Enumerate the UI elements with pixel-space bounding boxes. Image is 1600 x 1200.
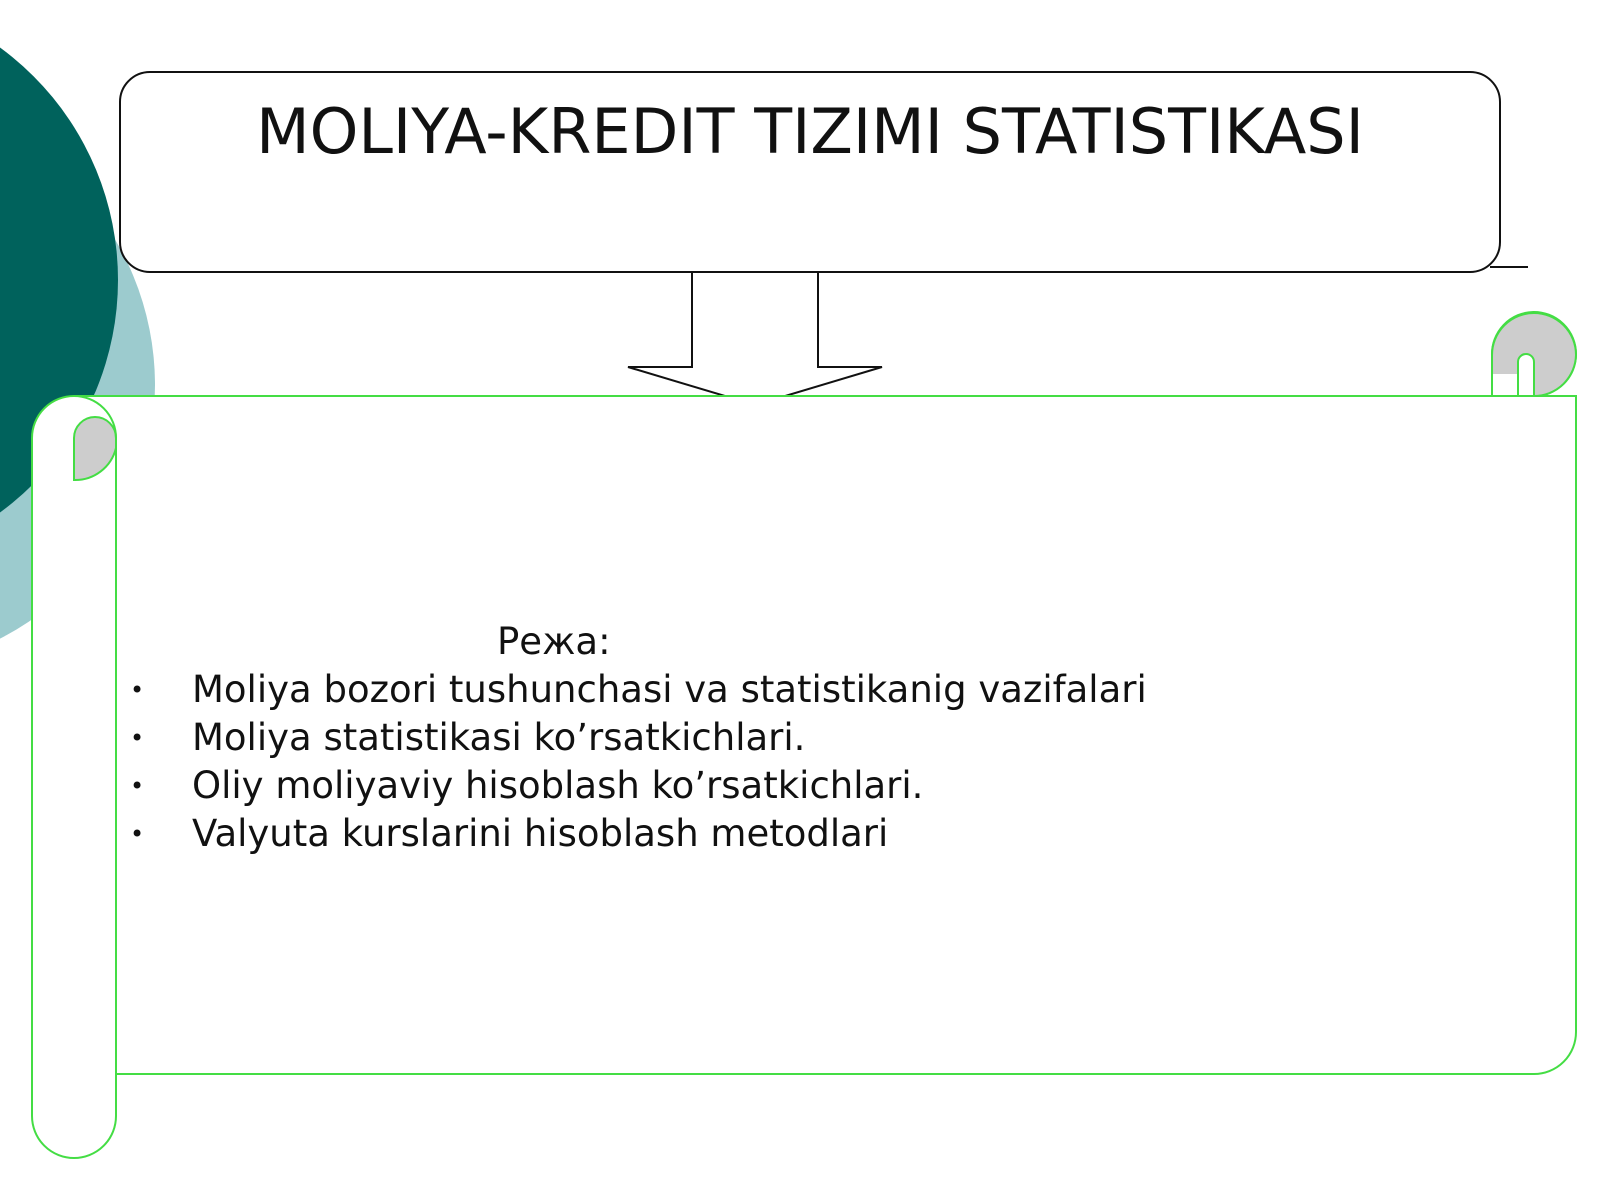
bullet-icon: • xyxy=(130,820,145,848)
plan-item-text: Moliya statistikasi ko’rsatkichlari. xyxy=(192,716,806,759)
plan-list-item xyxy=(130,810,1430,858)
plan-list-item xyxy=(130,714,1430,762)
plan-item-text: Oliy moliyaviy hisoblash ko’rsatkichlari. xyxy=(192,764,924,807)
plan-item-text: Moliya bozori tushunchasi va statistikanig vazifalari xyxy=(192,668,1147,711)
slide-title: MOLIYA-KREDIT TIZIMI STATISTIKASI xyxy=(256,95,1364,168)
bullet-icon: • xyxy=(130,676,145,704)
plan-list-item xyxy=(130,666,1430,714)
plan-item-text: Valyuta kurslarini hisoblash metodlari xyxy=(192,812,889,855)
plan-heading: Режа: xyxy=(497,620,611,663)
down-arrow-shape xyxy=(628,270,882,405)
bullet-icon: • xyxy=(130,724,145,752)
bullet-icon: • xyxy=(130,772,145,800)
plan-list xyxy=(130,666,1430,858)
plan-list-item xyxy=(130,762,1430,810)
